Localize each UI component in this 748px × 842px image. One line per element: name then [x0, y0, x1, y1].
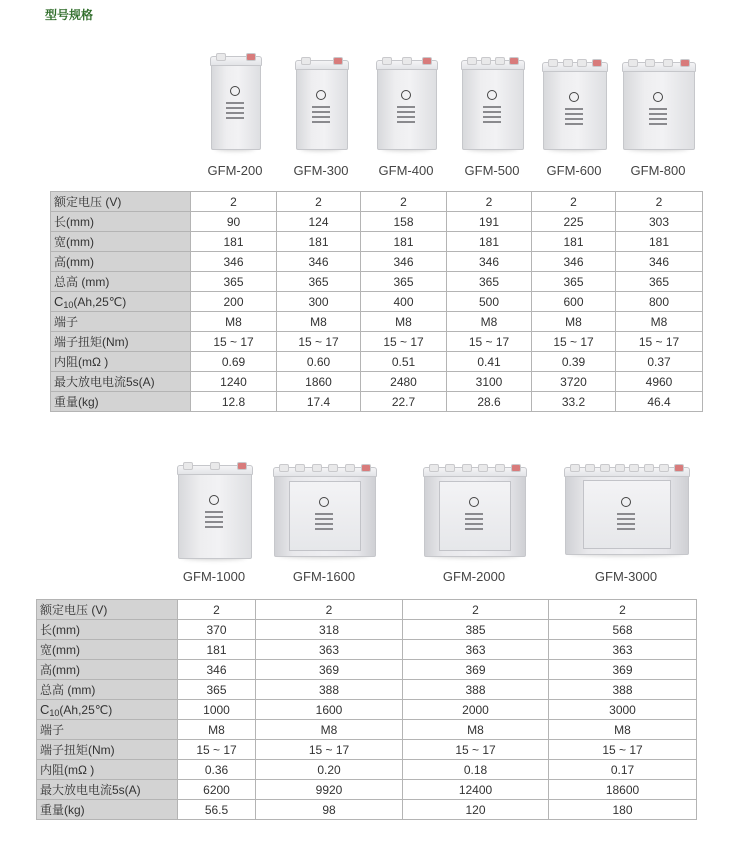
table-row [37, 620, 697, 640]
table-row [37, 680, 697, 700]
table-row [37, 600, 697, 620]
cell-max-discharge-gfm-300: 1860 [277, 372, 361, 392]
spec-table-1 [50, 191, 703, 412]
terminal-icon [402, 57, 412, 65]
cell-height-gfm-2000: 369 [403, 660, 549, 680]
cell-max-discharge-gfm-1000: 6200 [178, 780, 256, 800]
cell-max-discharge-gfm-3000: 18600 [549, 780, 697, 800]
cell-max-discharge-gfm-600: 3720 [532, 372, 616, 392]
cell-total-height-gfm-300: 365 [277, 272, 361, 292]
terminal-icon [680, 59, 690, 67]
cell-total-height-gfm-400: 365 [361, 272, 447, 292]
cell-torque-gfm-200: 15 ~ 17 [191, 332, 277, 352]
cell-width-gfm-800: 181 [616, 232, 703, 252]
terminal-icon [467, 57, 477, 65]
product-label-icon [483, 106, 501, 126]
cell-height-gfm-800: 346 [616, 252, 703, 272]
cell-weight-gfm-300: 17.4 [277, 392, 361, 412]
terminal-icon [295, 464, 305, 472]
cell-height-gfm-600: 346 [532, 252, 616, 272]
cell-total-height-gfm-600: 365 [532, 272, 616, 292]
table-row [37, 640, 697, 660]
terminal-icon [509, 57, 519, 65]
cell-length-gfm-500: 191 [447, 212, 532, 232]
brand-logo-icon [316, 90, 326, 100]
terminal-icon [183, 462, 193, 470]
cell-voltage-gfm-200: 2 [191, 192, 277, 212]
cell-weight-gfm-200: 12.8 [191, 392, 277, 412]
terminal-icon [361, 464, 371, 472]
cell-width-gfm-1000: 181 [178, 640, 256, 660]
cell-weight-gfm-800: 46.4 [616, 392, 703, 412]
section-title: 型号规格 [45, 8, 94, 22]
cell-voltage-gfm-500: 2 [447, 192, 532, 212]
model-label: GFM-600 [546, 163, 602, 178]
terminal-icon [570, 464, 580, 472]
cell-length-gfm-600: 225 [532, 212, 616, 232]
model-label: GFM-300 [293, 163, 349, 178]
row-label-terminal: 端子 [51, 312, 191, 332]
brand-logo-icon [487, 90, 497, 100]
cell-total-height-gfm-800: 365 [616, 272, 703, 292]
brand-logo-icon [621, 497, 631, 507]
cell-length-gfm-400: 158 [361, 212, 447, 232]
cell-terminal-gfm-600: M8 [532, 312, 616, 332]
product-label-icon [205, 511, 223, 531]
cell-width-gfm-500: 181 [447, 232, 532, 252]
cell-total-height-gfm-3000: 388 [549, 680, 697, 700]
cell-voltage-gfm-400: 2 [361, 192, 447, 212]
cell-torque-gfm-300: 15 ~ 17 [277, 332, 361, 352]
cell-capacity-gfm-200: 200 [191, 292, 277, 312]
terminal-icon [495, 57, 505, 65]
cell-resistance-gfm-300: 0.60 [277, 352, 361, 372]
terminal-icon [585, 464, 595, 472]
terminal-icon [301, 57, 311, 65]
model-label: GFM-800 [630, 163, 686, 178]
cell-terminal-gfm-200: M8 [191, 312, 277, 332]
cell-torque-gfm-3000: 15 ~ 17 [549, 740, 697, 760]
cell-terminal-gfm-2000: M8 [403, 720, 549, 740]
cell-torque-gfm-400: 15 ~ 17 [361, 332, 447, 352]
cell-capacity-gfm-500: 500 [447, 292, 532, 312]
table-row [37, 780, 697, 800]
cell-width-gfm-3000: 363 [549, 640, 697, 660]
row-label-total-height: 总高 (mm) [51, 272, 191, 292]
terminal-icon [210, 462, 220, 470]
cell-width-gfm-1600: 363 [256, 640, 403, 660]
cell-terminal-gfm-800: M8 [616, 312, 703, 332]
cell-weight-gfm-3000: 180 [549, 800, 697, 820]
table-row [37, 740, 697, 760]
cell-voltage-gfm-3000: 2 [549, 600, 697, 620]
row-label-torque: 端子扭矩(Nm) [51, 332, 191, 352]
terminal-icon [382, 57, 392, 65]
row-label-voltage: 额定电压 (V) [51, 192, 191, 212]
terminal-icon [644, 464, 654, 472]
cell-height-gfm-300: 346 [277, 252, 361, 272]
terminal-icon [548, 59, 558, 67]
table-row [51, 232, 703, 252]
cell-length-gfm-3000: 568 [549, 620, 697, 640]
cell-capacity-gfm-2000: 2000 [403, 700, 549, 720]
cell-terminal-gfm-1000: M8 [178, 720, 256, 740]
terminal-icon [663, 59, 673, 67]
terminal-icon [659, 464, 669, 472]
cell-resistance-gfm-500: 0.41 [447, 352, 532, 372]
product-label-icon [397, 106, 415, 126]
terminal-icon [279, 464, 289, 472]
product-label-icon [565, 108, 583, 128]
cell-height-gfm-3000: 369 [549, 660, 697, 680]
cell-resistance-gfm-1600: 0.20 [256, 760, 403, 780]
table-row [51, 192, 703, 212]
brand-logo-icon [569, 92, 579, 102]
terminal-icon [645, 59, 655, 67]
cell-voltage-gfm-2000: 2 [403, 600, 549, 620]
terminal-icon [511, 464, 521, 472]
cell-capacity-gfm-600: 600 [532, 292, 616, 312]
cell-torque-gfm-500: 15 ~ 17 [447, 332, 532, 352]
cell-total-height-gfm-200: 365 [191, 272, 277, 292]
terminal-icon [600, 464, 610, 472]
cell-width-gfm-2000: 363 [403, 640, 549, 660]
cell-length-gfm-300: 124 [277, 212, 361, 232]
cell-torque-gfm-1000: 15 ~ 17 [178, 740, 256, 760]
terminal-icon [615, 464, 625, 472]
table-row [51, 292, 703, 312]
terminal-icon [628, 59, 638, 67]
cell-resistance-gfm-200: 0.69 [191, 352, 277, 372]
table-row [51, 352, 703, 372]
cell-max-discharge-gfm-2000: 12400 [403, 780, 549, 800]
cell-voltage-gfm-1600: 2 [256, 600, 403, 620]
terminal-icon [495, 464, 505, 472]
model-label: GFM-200 [207, 163, 263, 178]
table-row [51, 392, 703, 412]
row-label-resistance: 内阻(mΩ ) [51, 352, 191, 372]
terminal-icon [345, 464, 355, 472]
row-label-max-discharge: 最大放电电流5s(A) [37, 780, 178, 800]
product-label-icon [465, 513, 483, 533]
cell-length-gfm-800: 303 [616, 212, 703, 232]
cell-capacity-gfm-800: 800 [616, 292, 703, 312]
row-label-torque: 端子扭矩(Nm) [37, 740, 178, 760]
cell-torque-gfm-600: 15 ~ 17 [532, 332, 616, 352]
row-label-width: 宽(mm) [51, 232, 191, 252]
row-label-height: 高(mm) [51, 252, 191, 272]
model-label: GFM-1600 [292, 569, 356, 584]
table-row [51, 332, 703, 352]
cell-weight-gfm-2000: 120 [403, 800, 549, 820]
product-label-icon [315, 513, 333, 533]
cell-torque-gfm-1600: 15 ~ 17 [256, 740, 403, 760]
terminal-icon [237, 462, 247, 470]
cell-resistance-gfm-3000: 0.17 [549, 760, 697, 780]
terminal-icon [481, 57, 491, 65]
cell-length-gfm-200: 90 [191, 212, 277, 232]
terminal-icon [246, 53, 256, 61]
cell-height-gfm-400: 346 [361, 252, 447, 272]
row-label-resistance: 内阻(mΩ ) [37, 760, 178, 780]
cell-weight-gfm-1600: 98 [256, 800, 403, 820]
cell-max-discharge-gfm-200: 1240 [191, 372, 277, 392]
cell-torque-gfm-2000: 15 ~ 17 [403, 740, 549, 760]
cell-total-height-gfm-2000: 388 [403, 680, 549, 700]
terminal-icon [445, 464, 455, 472]
table-row [51, 272, 703, 292]
row-label-max-discharge: 最大放电电流5s(A) [51, 372, 191, 392]
terminal-icon [563, 59, 573, 67]
table-row [37, 720, 697, 740]
terminal-icon [328, 464, 338, 472]
cell-terminal-gfm-500: M8 [447, 312, 532, 332]
cell-max-discharge-gfm-500: 3100 [447, 372, 532, 392]
cell-resistance-gfm-400: 0.51 [361, 352, 447, 372]
cell-weight-gfm-1000: 56.5 [178, 800, 256, 820]
row-label-total-height: 总高 (mm) [37, 680, 178, 700]
cell-width-gfm-400: 181 [361, 232, 447, 252]
row-label-height: 高(mm) [37, 660, 178, 680]
brand-logo-icon [319, 497, 329, 507]
brand-logo-icon [230, 86, 240, 96]
row-label-width: 宽(mm) [37, 640, 178, 660]
model-label: GFM-500 [464, 163, 520, 178]
cell-width-gfm-300: 181 [277, 232, 361, 252]
table-row [51, 212, 703, 232]
product-label-icon [617, 513, 635, 533]
model-label: GFM-2000 [442, 569, 506, 584]
cell-width-gfm-200: 181 [191, 232, 277, 252]
terminal-icon [462, 464, 472, 472]
terminal-icon [592, 59, 602, 67]
cell-resistance-gfm-2000: 0.18 [403, 760, 549, 780]
cell-length-gfm-2000: 385 [403, 620, 549, 640]
cell-torque-gfm-800: 15 ~ 17 [616, 332, 703, 352]
terminal-icon [674, 464, 684, 472]
model-label: GFM-400 [378, 163, 434, 178]
cell-voltage-gfm-1000: 2 [178, 600, 256, 620]
cell-weight-gfm-500: 28.6 [447, 392, 532, 412]
table-row [37, 760, 697, 780]
terminal-icon [478, 464, 488, 472]
cell-voltage-gfm-600: 2 [532, 192, 616, 212]
table-row [51, 252, 703, 272]
terminal-icon [629, 464, 639, 472]
cell-height-gfm-500: 346 [447, 252, 532, 272]
cell-height-gfm-200: 346 [191, 252, 277, 272]
row-label-weight: 重量(kg) [51, 392, 191, 412]
cell-terminal-gfm-3000: M8 [549, 720, 697, 740]
row-label-length: 长(mm) [37, 620, 178, 640]
cell-terminal-gfm-400: M8 [361, 312, 447, 332]
product-label-icon [312, 106, 330, 126]
brand-logo-icon [209, 495, 219, 505]
table-row [51, 312, 703, 332]
cell-voltage-gfm-300: 2 [277, 192, 361, 212]
terminal-icon [333, 57, 343, 65]
cell-length-gfm-1000: 370 [178, 620, 256, 640]
cell-voltage-gfm-800: 2 [616, 192, 703, 212]
row-label-weight: 重量(kg) [37, 800, 178, 820]
cell-terminal-gfm-1600: M8 [256, 720, 403, 740]
cell-resistance-gfm-800: 0.37 [616, 352, 703, 372]
terminal-icon [216, 53, 226, 61]
brand-logo-icon [401, 90, 411, 100]
cell-max-discharge-gfm-400: 2480 [361, 372, 447, 392]
cell-capacity-gfm-1600: 1600 [256, 700, 403, 720]
terminal-icon [422, 57, 432, 65]
product-label-icon [649, 108, 667, 128]
model-label: GFM-1000 [182, 569, 246, 584]
cell-total-height-gfm-1000: 365 [178, 680, 256, 700]
cell-height-gfm-1600: 369 [256, 660, 403, 680]
cell-max-discharge-gfm-800: 4960 [616, 372, 703, 392]
cell-height-gfm-1000: 346 [178, 660, 256, 680]
cell-weight-gfm-600: 33.2 [532, 392, 616, 412]
terminal-icon [312, 464, 322, 472]
cell-capacity-gfm-1000: 1000 [178, 700, 256, 720]
terminal-icon [429, 464, 439, 472]
cell-resistance-gfm-600: 0.39 [532, 352, 616, 372]
cell-total-height-gfm-1600: 388 [256, 680, 403, 700]
cell-total-height-gfm-500: 365 [447, 272, 532, 292]
brand-logo-icon [469, 497, 479, 507]
cell-capacity-gfm-400: 400 [361, 292, 447, 312]
cell-max-discharge-gfm-1600: 9920 [256, 780, 403, 800]
row-label-capacity: $C_{10}(Ah,25℃)$ [51, 292, 191, 312]
cell-width-gfm-600: 181 [532, 232, 616, 252]
brand-logo-icon [653, 92, 663, 102]
product-label-icon [226, 102, 244, 122]
cell-resistance-gfm-1000: 0.36 [178, 760, 256, 780]
table-row [37, 660, 697, 680]
row-label-terminal: 端子 [37, 720, 178, 740]
cell-terminal-gfm-300: M8 [277, 312, 361, 332]
cell-length-gfm-1600: 318 [256, 620, 403, 640]
cell-capacity-gfm-300: 300 [277, 292, 361, 312]
row-label-voltage: 额定电压 (V) [37, 600, 178, 620]
table-row [37, 700, 697, 720]
spec-table-2 [36, 599, 697, 820]
cell-capacity-gfm-3000: 3000 [549, 700, 697, 720]
table-row [51, 372, 703, 392]
cell-weight-gfm-400: 22.7 [361, 392, 447, 412]
row-label-length: 长(mm) [51, 212, 191, 232]
model-label: GFM-3000 [594, 569, 658, 584]
row-label-capacity: $C_{10}(Ah,25℃)$ [37, 700, 178, 720]
terminal-icon [577, 59, 587, 67]
table-row [37, 800, 697, 820]
